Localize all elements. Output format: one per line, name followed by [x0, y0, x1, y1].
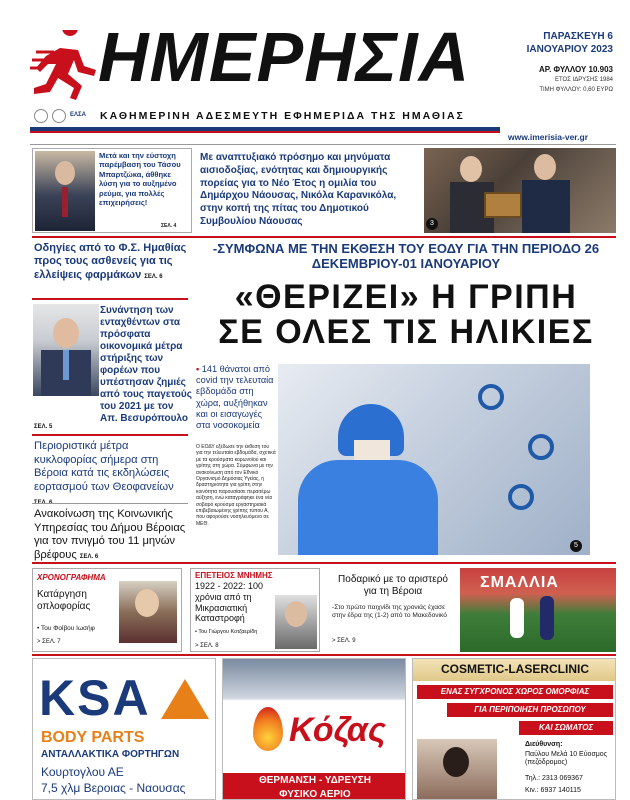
story-text: Ανακοίνωση της Κοινωνικής Υπηρεσίας του Δήμου Βέροιας για τον πνιγμό του 11 μηνών βρέφους — [34, 508, 186, 561]
tagline: ΚΑΘΗΜΕΡΙΝΗ ΑΔΕΣΜΕΥΤΗ ΕΦΗΜΕΡΙΔΑ ΤΗΣ ΗΜΑΘΙΑΣ — [100, 110, 465, 122]
anniversary-header: ΕΠΕΤΕΙΟΣ ΜΝΗΜΗΣ — [195, 571, 273, 580]
left-story-3[interactable] — [34, 440, 190, 508]
page-badge: 5 — [570, 540, 582, 552]
main-bullet — [196, 364, 276, 431]
author-photo — [119, 581, 177, 643]
address-text: Παύλου Μελά 10 Εύοσμος (πεζόδρομος) — [525, 751, 608, 767]
elsa-logo: ΕΛΣΑ — [70, 112, 86, 118]
cosmetic-ad[interactable] — [412, 658, 616, 800]
divider — [32, 298, 188, 300]
chronicle-box[interactable] — [32, 568, 182, 652]
cosmetic-line2: ΓΙΑ ΠΕΡΙΠΟΙΗΣΗ ΠΡΟΣΩΠΟΥ — [474, 705, 586, 714]
anniversary-box[interactable] — [190, 568, 320, 652]
triangle-icon — [161, 679, 209, 719]
story-text: Συνάντηση των ενταχθέντων στα πρόσφατα οικονομικά μέτρα στήριξης των φορέων που υπέστησαν ζημιές από τους παγετούς του 2021 με τον Απ. Βεσυρόπουλο — [100, 305, 192, 424]
main-body: Ο ΕΟΔΥ εξέδωσε την έκθεση του για την τελευταία εβδομάδα, σχετικά με τα κρούσματα κορωνοϊού και γρίπης στη χώρα. Σύμφωνα με την ανακοίνωση από τον Εθνικό Οργανισμό Δημόσιας Υγείας, η δραστηριότητα για γρίπη στην κοινότητα παρουσίασε περαιτέρω αύξηση, ενώ καταγράφηκε ένα νέο σοβαρό κρούσμα εργαστηριακά επιβεβαιωμένης γρίπης τύπου Α, που αφορούσε νοσηλευόμενο σε ΜΕΘ. — [196, 444, 276, 527]
divider — [32, 236, 616, 238]
issue-day: ΠΑΡΑΣΚΕΥΗ 6 — [543, 31, 613, 42]
cosmetic-title: COSMETIC-LASERCLINIC — [441, 662, 589, 676]
ksa-line2: ΑΝΤΑΛΛΑΚΤΙΚΑ ΦΟΡΤΗΓΩΝ — [41, 749, 180, 760]
chronicle-author: • Του Φοίβου Ιωσήφ — [37, 625, 95, 632]
page-ref: > ΣΕΛ. 8 — [195, 643, 219, 649]
cosmetic-line1: ΕΝΑΣ ΣΥΓΧΡΟΝΟΣ ΧΩΡΟΣ ΟΜΟΡΦΙΑΣ — [440, 687, 590, 696]
divider — [32, 503, 188, 504]
address-label: Διεύθυνση: — [525, 741, 563, 748]
masthead-date-block — [503, 30, 613, 95]
seal-icon — [52, 109, 66, 123]
top-left-teaser[interactable] — [32, 148, 192, 233]
divider — [32, 654, 616, 656]
teaser-text: Με αναπτυξιακό πρόσημο και μηνύματα αισιοδοξίας, ενότητας και δημιουργικής πορείας για το Νέο Έτος η ομιλία του Δημάρχου Νάουσας, Νικόλα Καρανικόλα, στην κοπή της πίτας του Δημοτικού Συμβουλίου Νάουσας — [200, 152, 397, 227]
story-text: Οδηγίες από το Φ.Σ. Ημαθίας προς τους ασθενείς για τις ελλείψεις φαρμάκων — [34, 242, 187, 281]
page-ref: > ΣΕΛ. 7 — [37, 639, 61, 645]
founded-year: ΕΤΟΣ ΙΔΡΥΣΗΣ 1984 — [554, 77, 613, 84]
ksa-line1: BODY PARTS — [41, 729, 145, 746]
issue-month: ΙΑΝΟΥΑΡΙΟΥ 2023 — [526, 44, 613, 55]
phone-text: Τηλ.: 2313 069367 — [525, 775, 583, 782]
stadium-banner: ΣΜΑΛΛΙΑ — [480, 574, 559, 591]
left-story-4[interactable] — [34, 508, 190, 563]
ksa-line3: Κουρτογλου ΑΕ — [41, 765, 124, 779]
cosmetic-line3: ΚΑΙ ΣΩΜΑΤΟΣ — [538, 723, 594, 732]
issue-price: ΤΙΜΗ ΦΥΛΛΟΥ: 0,60 ΕΥΡΩ — [539, 87, 613, 94]
politician-photo — [35, 151, 95, 231]
page-ref: ΣΕΛ. 6 — [144, 273, 163, 280]
anniversary-title: 1922 - 2022: 100 χρόνια από τη Μικρασιατική Καταστροφή — [195, 581, 264, 624]
page-ref: ΣΕΛ. 6 — [79, 553, 99, 560]
masthead-rule-red — [30, 131, 500, 133]
ksa-line4: 7,5 χλμ Βεροιας - Ναουσας — [41, 781, 186, 795]
sport-teaser[interactable] — [326, 568, 458, 652]
main-headline-line2[interactable]: ΣΕ ΟΛΕΣ ΤΙΣ ΗΛΙΚΙΕΣ — [218, 313, 594, 351]
bullet-text: 141 θάνατοι από covid την τελευταία εβδομάδα στη χώρα, αυξήθηκαν και οι εισαγωγές στα νοσοκομεία — [196, 364, 274, 431]
story-text: Περιοριστικά μέτρα κυκλοφορίας σήμερα στη Βέροια κατά τις εκδηλώσεις εορτασμού των Θεοφανείων — [34, 440, 174, 493]
woman-photo — [417, 739, 497, 800]
mayor-photo — [424, 148, 616, 233]
page-ref: > ΣΕΛ. 9 — [332, 638, 356, 644]
masthead-title: ΗΜΕΡΗΣΙΑ — [98, 18, 471, 96]
top-center-teaser[interactable] — [194, 148, 422, 233]
seal-icon — [34, 109, 48, 123]
page-badge: 3 — [426, 218, 438, 230]
divider — [32, 434, 188, 436]
main-kicker: -ΣΥΜΦΩΝΑ ΜΕ ΤΗΝ ΕΚΘΕΣΗ ΤΟΥ ΕΟΔΥ ΓΙΑ ΤΗΝ ΠΕΡΙΟΔΟ 26 ΔΕΚΕΜΒΡΙΟΥ-01 ΙΑΝΟΥΑΡΙΟΥ — [212, 241, 600, 271]
website-link[interactable]: www.imerisia-ver.gr — [508, 132, 588, 142]
author-photo — [275, 595, 317, 649]
kozas-line2: ΦΥΣΙΚΟ ΑΕΡΙΟ — [279, 789, 351, 800]
left-story-2[interactable] — [100, 305, 192, 425]
minister-photo — [33, 304, 99, 396]
ksa-logo: KSA — [39, 670, 151, 726]
left-story-1[interactable] — [34, 242, 190, 282]
runner-logo-icon — [30, 30, 100, 102]
teaser-text: Μετά και την εύστοχη παρέμβαση του Τάσου Μπαρτζώκα, άθθηκε λύση για το αυξημένο ρεύμα, για πολλές επιχειρήσεις! — [99, 151, 181, 208]
anniversary-author: • Του Γιώργου Κοτζαερίδη — [195, 629, 258, 635]
kozas-ad[interactable] — [222, 658, 406, 800]
mobile-text: Κιν.: 6937 140115 — [525, 787, 581, 794]
divider — [32, 562, 616, 564]
football-photo — [460, 568, 616, 652]
kozas-logo: Κόζας — [289, 711, 386, 749]
sport-title: Ποδαρικό με το αριστερό για τη Βέροια — [338, 574, 448, 597]
divider — [30, 144, 616, 145]
kozas-line1: ΘΕΡΜΑΝΣΗ - ΥΔΡΕΥΣΗ — [258, 775, 371, 786]
healthcare-worker-photo — [278, 364, 590, 555]
chronicle-header: ΧΡΟΝΟΓΡΑΦΗΜΑ — [37, 573, 106, 582]
chronicle-title: Κατάργηση οπλοφορίας — [37, 589, 91, 612]
sport-body: -Στο πρώτο παιχνίδι της χρονιάς έχασε στην έδρα της (1-2) από το Μακεδονικό — [332, 604, 447, 620]
bullet-icon: • — [196, 364, 202, 374]
page-ref: ΣΕΛ. 4 — [161, 223, 177, 229]
main-headline-line1[interactable]: «ΘΕΡΙΖΕΙ» Η ΓΡΙΠΗ — [234, 278, 578, 316]
ksa-ad[interactable] — [32, 658, 216, 800]
flame-icon — [253, 707, 283, 751]
issue-number: ΑΡ. ΦΥΛΛΟΥ 10.903 — [539, 65, 613, 74]
page-ref: ΣΕΛ. 5 — [34, 424, 53, 430]
